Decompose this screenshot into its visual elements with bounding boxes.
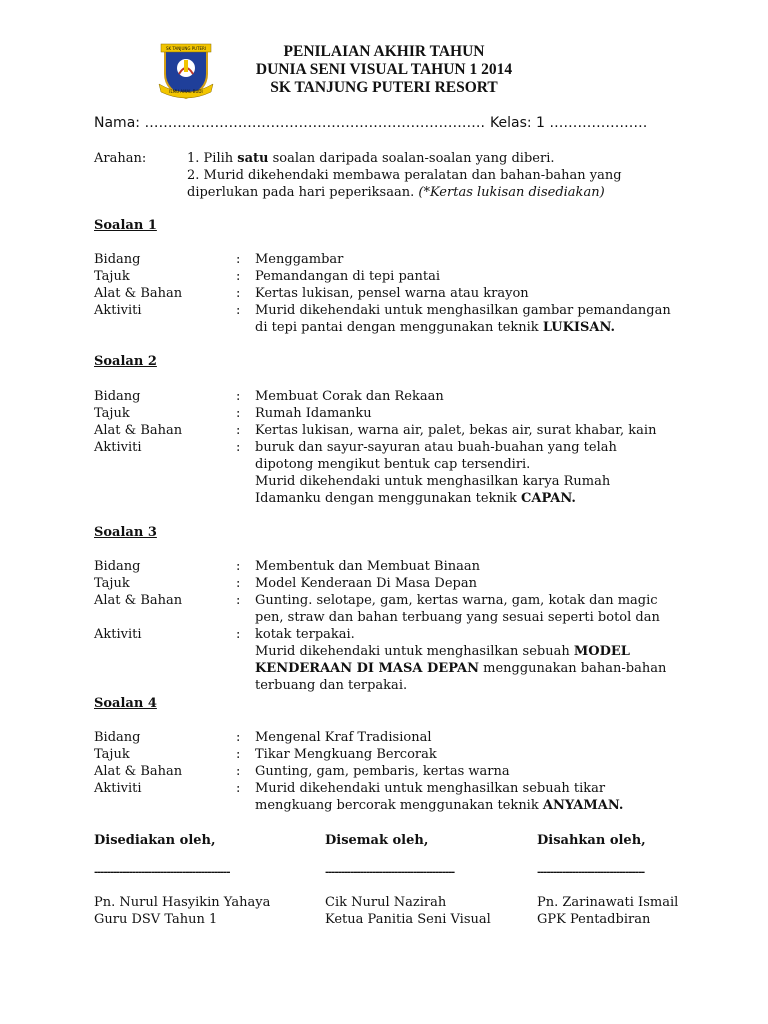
soalan2-aktiviti-1: Murid dikehendaki untuk menghasilkan karya Rumah <box>255 474 611 489</box>
sig2-line: ----------------------------------------- <box>325 867 455 878</box>
colon: : <box>236 747 241 762</box>
sig3-line: ---------------------------------- <box>537 867 645 878</box>
nama-dots: ………………………………………………………………. <box>144 115 485 131</box>
nama-field[interactable] <box>94 115 485 132</box>
colon: : <box>236 269 241 284</box>
arahan-line-2: 2. Murid dikehendaki membawa peralatan dan bahan-bahan yang <box>187 168 622 183</box>
colon: : <box>236 389 241 404</box>
soalan1-aktiviti-1: Murid dikehendaki untuk menghasilkan gambar pemandangan <box>255 303 671 318</box>
colon: : <box>236 406 241 421</box>
soalan2-bidang: Membuat Corak dan Rekaan <box>255 389 444 404</box>
soalan3-aktiviti-label: Aktiviti <box>94 627 142 642</box>
arahan-line-1: 1. Pilih satu soalan daripada soalan-soalan yang diberi. <box>187 151 555 166</box>
sig3-name: Pn. Zarinawati Ismail <box>537 895 679 910</box>
soalan2-alat-3: dipotong mengikut bentuk cap tersendiri. <box>255 457 531 472</box>
soalan1-bidang-label: Bidang <box>94 252 141 267</box>
soalan2-bidang-label: Bidang <box>94 389 141 404</box>
colon: : <box>236 423 241 438</box>
soalan4-bidang: Mengenal Kraf Tradisional <box>255 730 432 745</box>
colon: : <box>236 730 241 745</box>
soalan2-tajuk-label: Tajuk <box>94 406 130 421</box>
soalan1-bidang: Menggambar <box>255 252 344 267</box>
soalan2-tajuk: Rumah Idamanku <box>255 406 372 421</box>
soalan1-tajuk-label: Tajuk <box>94 269 130 284</box>
soalan4-heading: Soalan 4 <box>94 696 157 711</box>
soalan3-aktiviti-1: Murid dikehendaki untuk menghasilkan sebuah MODEL <box>255 644 630 659</box>
soalan3-alat-2: pen, straw dan bahan terbuang yang sesuai seperti botol dan <box>255 610 660 625</box>
soalan4-tajuk: Tikar Mengkuang Bercorak <box>255 747 437 762</box>
colon: : <box>236 593 241 608</box>
soalan2-alat-2: buruk dan sayur-sayuran atau buah-buahan yang telah <box>255 440 617 455</box>
header-line-3: SK TANJUNG PUTERI RESORT <box>270 79 498 96</box>
soalan3-tajuk: Model Kenderaan Di Masa Depan <box>255 576 477 591</box>
soalan1-alat: Kertas lukisan, pensel warna atau krayon <box>255 286 529 301</box>
soalan4-aktiviti-2: mengkuang bercorak menggunakan teknik ANYAMAN. <box>255 798 624 813</box>
soalan3-alat-1: Gunting. selotape, gam, kertas warna, gam, kotak dan magic <box>255 593 658 608</box>
kelas-dots: ………………… <box>549 115 648 131</box>
arahan-line-3: diperlukan pada hari peperiksaan. (*Kertas lukisan disediakan) <box>187 185 605 200</box>
sig2-name: Cik Nurul Nazirah <box>325 895 447 910</box>
svg-text:ILMU AMAL BUDI: ILMU AMAL BUDI <box>169 89 203 94</box>
soalan4-alat: Gunting, gam, pembaris, kertas warna <box>255 764 510 779</box>
soalan2-aktiviti-2: Idamanku dengan menggunakan teknik CAPAN. <box>255 491 576 506</box>
colon: : <box>236 286 241 301</box>
header-line-2: DUNIA SENI VISUAL TAHUN 1 2014 <box>255 61 513 78</box>
colon: : <box>236 781 241 796</box>
sig3-title: Disahkan oleh, <box>537 833 646 848</box>
sig2-role: Ketua Panitia Seni Visual <box>325 912 491 927</box>
sig3-role: GPK Pentadbiran <box>537 912 651 927</box>
kelas-field[interactable] <box>490 115 647 132</box>
colon: : <box>236 576 241 591</box>
soalan4-aktiviti-1: Murid dikehendaki untuk menghasilkan sebuah tikar <box>255 781 606 796</box>
soalan2-heading: Soalan 2 <box>94 354 157 369</box>
nama-label: Nama: <box>94 115 140 131</box>
sig2-title: Disemak oleh, <box>325 833 429 848</box>
soalan1-aktiviti-2: di tepi pantai dengan menggunakan teknik LUKISAN. <box>255 320 616 335</box>
soalan4-bidang-label: Bidang <box>94 730 141 745</box>
svg-text:SK TANJUNG PUTERI: SK TANJUNG PUTERI <box>165 46 207 51</box>
header-line-1: PENILAIAN AKHIR TAHUN <box>283 43 485 60</box>
sig1-name: Pn. Nurul Hasyikin Yahaya <box>94 895 271 910</box>
soalan3-tajuk-label: Tajuk <box>94 576 130 591</box>
colon: : <box>236 440 241 455</box>
soalan3-bidang: Membentuk dan Membuat Binaan <box>255 559 480 574</box>
soalan3-alat-label: Alat & Bahan <box>94 593 183 608</box>
colon: : <box>236 764 241 779</box>
soalan2-alat-1: Kertas lukisan, warna air, palet, bekas air, surat khabar, kain <box>255 423 657 438</box>
soalan4-alat-label: Alat & Bahan <box>94 764 183 779</box>
colon: : <box>236 303 241 318</box>
kelas-label: Kelas: 1 <box>490 115 545 131</box>
soalan1-heading: Soalan 1 <box>94 218 157 233</box>
soalan4-tajuk-label: Tajuk <box>94 747 130 762</box>
soalan3-aktiviti-2: KENDERAAN DI MASA DEPAN menggunakan bahan-bahan <box>255 661 667 676</box>
sig1-title: Disediakan oleh, <box>94 833 216 848</box>
colon: : <box>236 559 241 574</box>
soalan3-aktiviti-3: terbuang dan terpakai. <box>255 678 408 693</box>
soalan1-alat-label: Alat & Bahan <box>94 286 183 301</box>
arahan-label: Arahan: <box>94 151 147 166</box>
soalan3-alat-3: kotak terpakai. <box>255 627 355 642</box>
soalan1-tajuk: Pemandangan di tepi pantai <box>255 269 441 284</box>
soalan2-alat-label: Alat & Bahan <box>94 423 183 438</box>
soalan3-bidang-label: Bidang <box>94 559 141 574</box>
soalan4-aktiviti-label: Aktiviti <box>94 781 142 796</box>
sig1-role: Guru DSV Tahun 1 <box>94 912 218 927</box>
sig1-line: ------------------------------------------- <box>94 867 230 878</box>
soalan3-heading: Soalan 3 <box>94 525 157 540</box>
colon: : <box>236 627 241 642</box>
soalan2-aktiviti-label: Aktiviti <box>94 440 142 455</box>
colon: : <box>236 252 241 267</box>
soalan1-aktiviti-label: Aktiviti <box>94 303 142 318</box>
